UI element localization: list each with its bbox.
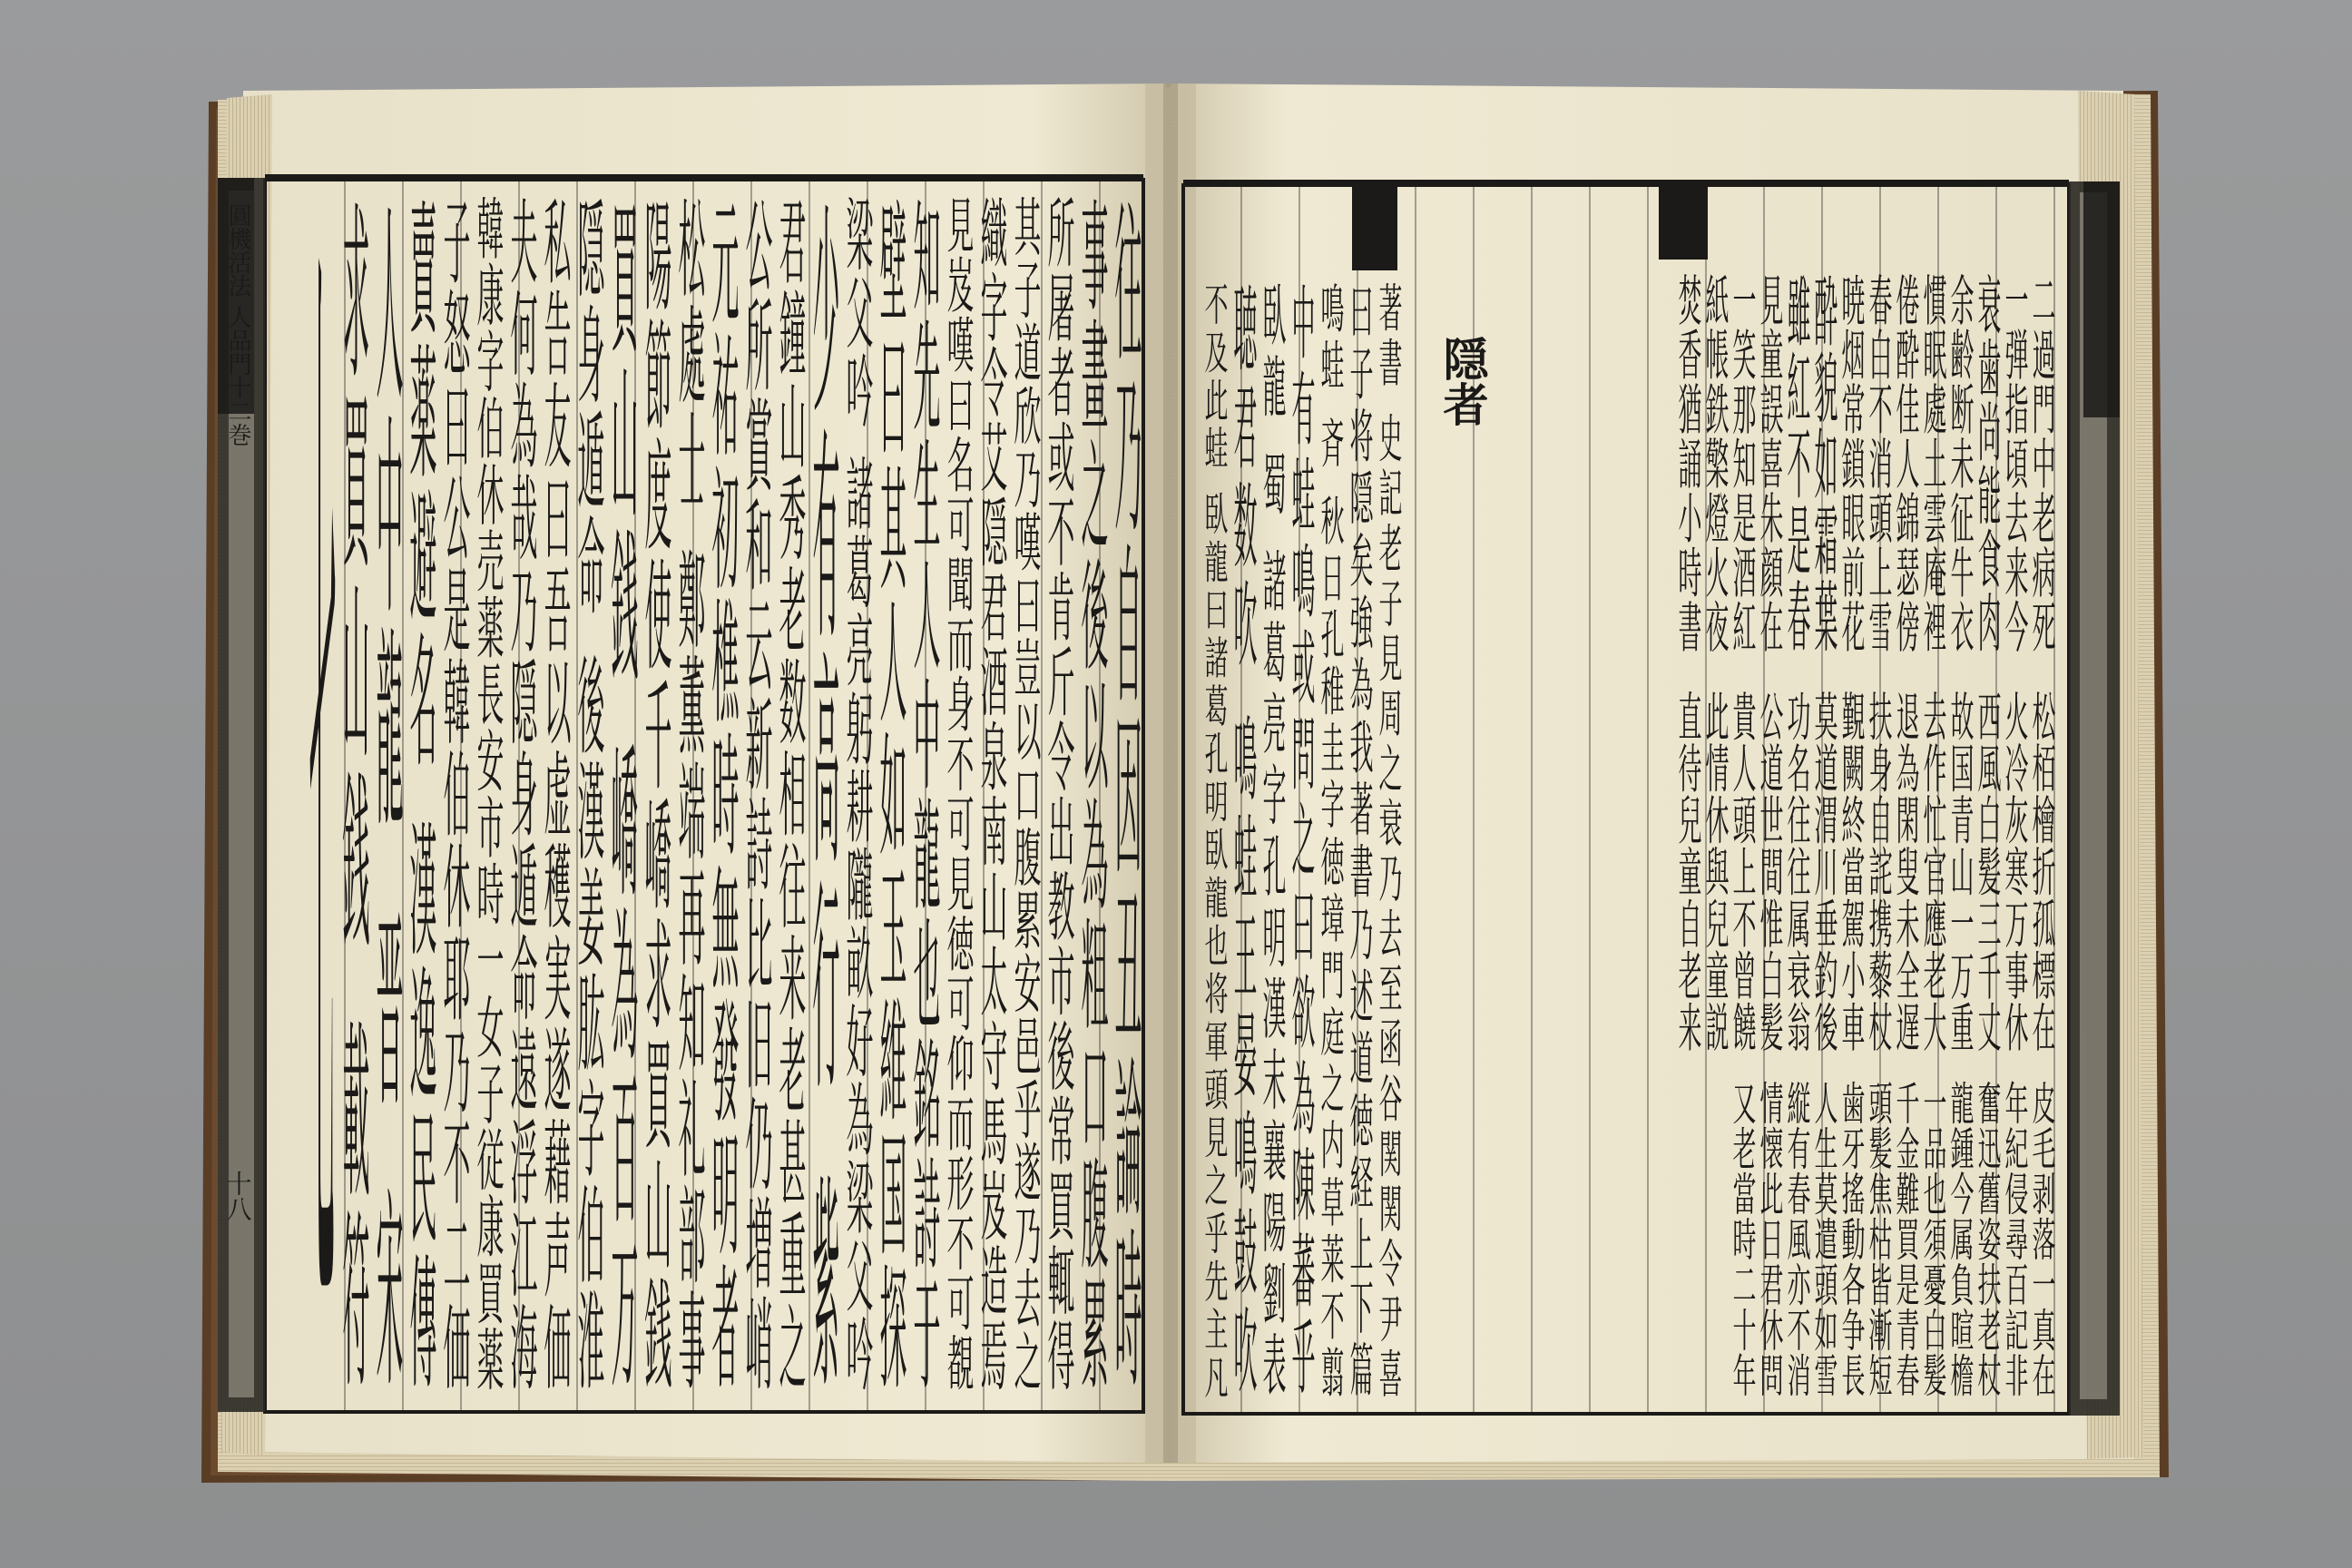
verse-line-8: 酔貌如霜葉: [1810, 272, 1838, 390]
verse-line-33: 千金難買是青春: [1892, 1080, 1919, 1245]
entry-line-3: 其子道欣乃嘆曰豈以口腹累安邑乎遂乃去之: [1008, 194, 1041, 711]
entry-line-8: 梁父吟 諸葛亮躬耕隴畝好為梁父吟: [840, 194, 873, 612]
verse-line-21: 覲闕終當駕小車: [1838, 690, 1865, 855]
verse-line-37: 縦有春風亦不消: [1783, 1080, 1810, 1245]
fact-line-0: 著書 史記老子見周之衰乃去至函谷関関令尹喜: [1375, 281, 1402, 799]
entry-line-4: 織字令艾隠君酒泉南山太守馬岌造焉: [975, 194, 1007, 630]
verse-line-15: 火冷灰寒万事休: [2001, 690, 2028, 855]
verse-line-34: 頭髪焦枯皆漸短: [1865, 1080, 1892, 1245]
verse-line-13: 焚香猶誦小時書: [1674, 272, 1701, 437]
verse-line-6: 春白不消頭上雪: [1865, 272, 1892, 437]
fact-line-6: 不及此蛙 臥龍曰諸葛孔明臥龍也将軍頭見之乎先主凡: [1200, 281, 1228, 876]
verse-line-23: 功名往往属衰翁: [1783, 690, 1810, 855]
entry-line-21: 賣薬避名 漢逸民傳: [404, 194, 436, 421]
verse-line-3: 余齢断未征牛衣: [1946, 272, 1974, 437]
verse-line-18: 去作忙官應老大: [1919, 690, 1946, 855]
entry-line-20: 子怒曰公是韓伯休耶乃不二価: [437, 194, 470, 548]
entry-line-22: 人中龍 晋 宋: [370, 194, 403, 348]
verse-line-14: 松栢檜折孤標在: [2028, 690, 2055, 855]
entry-line-6: 知先生人中龍也銘詩于: [907, 194, 940, 466]
verse-line-32: 一品也須憂白髪: [1919, 1080, 1946, 1245]
entry-line-0: 往乃自因丑論時: [1109, 194, 1142, 385]
verse-line-35: 歯牙搖動各争長: [1838, 1080, 1865, 1245]
left-page-text: [304, 194, 1142, 1395]
heading-recluse: 隠者: [1436, 336, 1490, 426]
verse-line-4: 慣眠處土雲庵裡: [1919, 272, 1946, 437]
verse-line-11: 一笑那知是酒紅: [1729, 272, 1756, 437]
entry-line-18: 夫何為哉乃隠身遁命遠浮江海: [505, 194, 537, 548]
entry-line-16: 隠身遁命 後漢姜肱字伯淮: [572, 194, 604, 503]
verse-line-29: 年紀侵尋百記非: [2001, 1080, 2028, 1245]
verse-line-30: 奮迅舊姿扶老杖: [1974, 1080, 2001, 1245]
verse-line-10: 見童誤喜朱顔在: [1756, 272, 1783, 437]
verse-line-12: 紙帳鉄檠燈火夜: [1701, 272, 1729, 437]
entry-line-13: 松處士 鄭薫端再知礼部事: [672, 194, 705, 503]
fact-line-4: 臥龍 蜀 諸葛亮字孔明漢末襄陽劉表: [1259, 281, 1286, 681]
entry-line-5: 見岌嘆曰名可聞而身不可見徳可仰而形不可覩: [941, 194, 974, 739]
fact-line-3: 中有蛙鳴或問之曰欲為陳蕃乎: [1288, 281, 1315, 612]
verse-line-36: 人生莫遣頭如雪: [1810, 1080, 1838, 1245]
entry-line-14: 陽節度使千嶠求買山銭: [639, 194, 671, 466]
verse-line-9: 雖紅不是春: [1783, 272, 1810, 390]
fact-line-2: 鳴蛙 斉 秋日孔稚圭字徳璋門庭之内草莱不翦: [1317, 281, 1344, 783]
verse-line-20: 扶身自詫携藜杖: [1865, 690, 1892, 855]
verse-line-16: 西風白髪三千丈: [1974, 690, 2001, 855]
verse-line-28: 皮毛剥落一真在: [2028, 1080, 2055, 1245]
verse-line-1: 一弾指頃去来今: [2001, 272, 2028, 437]
entry-line-7: 壁曰其人如玉維国探: [874, 194, 906, 439]
page-number: 十八: [222, 1171, 253, 1221]
verse-line-39: 又老當時二十年: [1729, 1080, 1756, 1245]
entry-line-23: 求買山銭 載符: [337, 194, 369, 367]
verse-line-2: 衰歯尚能食肉: [1974, 272, 2001, 414]
verse-line-26: 此情休與兒童説: [1701, 690, 1729, 855]
left-page-header: 圓機活法 人品門十二巻: [224, 203, 251, 447]
entry-line-12: 元祐初樵時無發明者: [706, 194, 739, 439]
verse-line-5: 倦酔佳人錦瑟傍: [1892, 272, 1919, 437]
entry-line-17: 私告友曰吾以虚穫実遂藉声価: [538, 194, 571, 548]
entry-line-10: 君鐘山秀老数相往来老甚重之: [773, 194, 806, 548]
verse-line-17: 故国青山一万重: [1946, 690, 1974, 855]
fact-line-5: 聴君数吹 鳴蛙王晏鳴鼓吹: [1230, 281, 1257, 571]
verse-line-27: 直待兒童自老来: [1674, 690, 1701, 855]
entry-line-11: 公所賞和云新詩比旧仍増峭: [740, 194, 772, 521]
verse-line-24: 公道世間惟白髪: [1756, 690, 1783, 855]
entry-line-15: 買山銭 嶠為百万: [605, 194, 638, 394]
verse-line-38: 情懐此日君休問: [1756, 1080, 1783, 1245]
fact-line-1: 曰子将隠矣強為我著書乃述道徳経上下篇: [1346, 281, 1373, 739]
verse-line-22: 莫道渭川垂釣後: [1810, 690, 1838, 855]
entry-line-9: 少有高行 紫: [807, 194, 839, 339]
entry-line-24: 七: [303, 194, 336, 221]
entry-line-1: 事畫之後以為粗口腹累: [1075, 194, 1108, 466]
verse-line-7: 暁烟常鎖眼前花: [1838, 272, 1865, 437]
verse-line-25: 貴人頭上不曾饒: [1729, 690, 1756, 855]
entry-line-19: 韓康字伯休売薬長安市時一女子従康買薬: [471, 194, 504, 684]
verse-line-31: 龍鍾今属負暄檐: [1946, 1080, 1974, 1245]
verse-line-19: 退為閑叟未全遅: [1892, 690, 1919, 855]
heading-facts: 事實: [1357, 194, 1393, 256]
heading-closing-lines: 結句: [1665, 194, 1701, 256]
verse-line-0: 二過門中老病死: [2028, 272, 2055, 437]
entry-line-2: 所屠者或不肯斤令出教市後常買輒得: [1042, 194, 1074, 630]
